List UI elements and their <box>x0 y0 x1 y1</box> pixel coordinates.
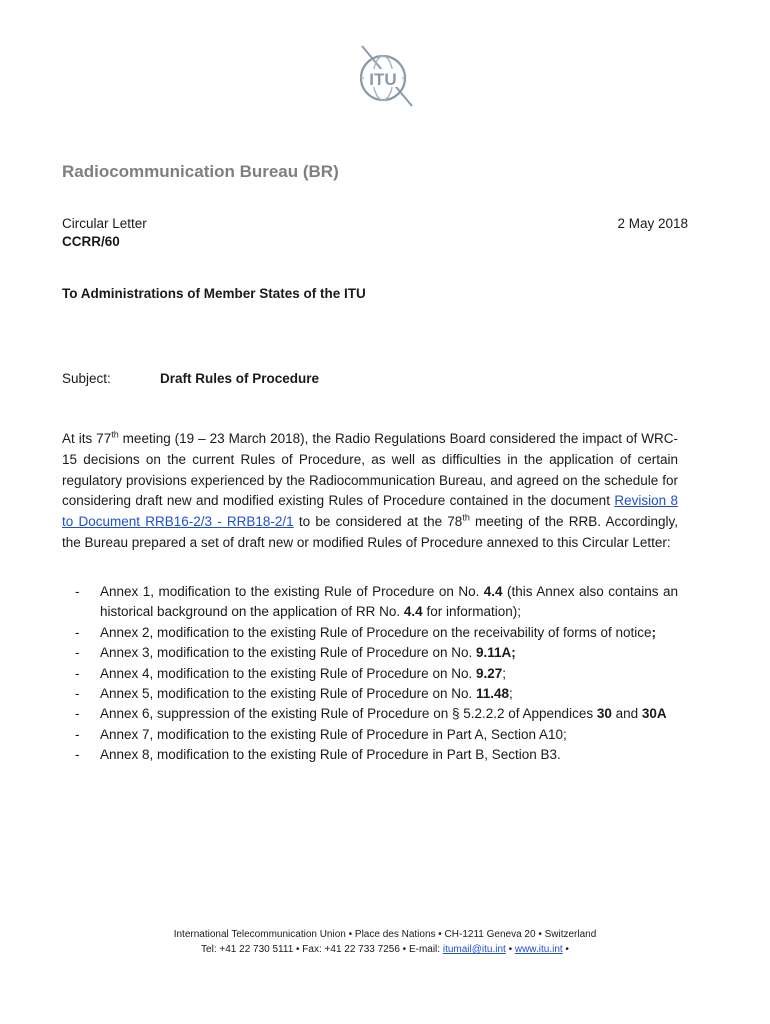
document-link[interactable]: Revision 8 to Document RRB16-2/3 - RRB18-2/1 <box>62 493 679 530</box>
website-link[interactable]: www.itu.int <box>514 944 563 955</box>
body-text-4: meeting of the RRB. Accordingly, the Bureau prepared a set of draft new or modified Rules of Procedure annexed to this Circular Letter: <box>62 514 678 550</box>
list-dash: - <box>75 624 80 640</box>
list-dash: - <box>75 706 80 722</box>
annex-rule-number: 9.27 <box>475 665 503 681</box>
footer-address: International Telecommunication Union • Place des Nations • CH-1211 Geneva 20 • Switzerland <box>173 929 597 940</box>
list-dash: - <box>75 584 80 599</box>
annex-text: Annex 5, modification to the existing Rule of Procedure on No. <box>100 686 476 702</box>
list-dash: - <box>75 747 80 763</box>
list-dash: - <box>75 645 80 661</box>
page-footer <box>0 927 770 957</box>
email-link[interactable]: itumail@itu.int <box>442 944 506 955</box>
list-item <box>62 664 678 684</box>
annex-text: Annex 1, modification to the existing Rule of Procedure on No. <box>100 584 484 599</box>
bureau-title: Radiocommunication Bureau (BR) <box>62 162 339 181</box>
itu-logo-icon <box>348 42 418 112</box>
body-text-3: to be considered at the 78 <box>293 514 463 530</box>
annex-text: ; <box>509 686 513 702</box>
annex-text: Annex 6, suppression of the existing Rule of Procedure on § 5.2.2.2 of Appendices <box>100 706 597 722</box>
list-item <box>62 704 678 724</box>
annex-text: ; <box>502 665 507 681</box>
addressee: To Administrations of Member States of the ITU <box>62 286 366 301</box>
list-item <box>62 623 678 643</box>
annex-text: Annex 8, modification to the existing Rule of Procedure in Part B, Section B3. <box>100 747 561 763</box>
annex-text: and <box>611 706 642 722</box>
footer-contact <box>0 942 770 957</box>
list-dash: - <box>75 686 80 702</box>
list-dash: - <box>75 665 80 681</box>
list-item <box>62 745 678 765</box>
ordinal-suffix-2: th <box>462 512 470 523</box>
annex-text: Annex 2, modification to the existing Rule of Procedure on the receivability of forms of notice <box>100 624 652 640</box>
circular-label: Circular Letter <box>62 216 147 231</box>
body-text-1: At its 77 <box>62 431 112 446</box>
annex-rule-number: 30 <box>596 706 612 722</box>
annex-text: Annex 4, modification to the existing Rule of Procedure on No. <box>100 665 476 681</box>
subject-label: Subject: <box>62 371 111 386</box>
annex-rule-number: 11.48 <box>475 686 510 702</box>
annex-rule-number: ; <box>651 624 657 640</box>
annex-rule-number: 30A <box>641 706 667 722</box>
footer-end: • <box>562 944 569 955</box>
list-item <box>62 725 678 745</box>
list-item <box>62 684 678 704</box>
annex-text: (this Annex also contains an historical background on the application of RR No. <box>100 584 678 620</box>
annex-rule-number: 9.11A; <box>475 645 516 661</box>
list-item <box>62 582 678 623</box>
annex-text: for information); <box>422 604 521 620</box>
ordinal-suffix: th <box>111 429 119 440</box>
annex-list <box>62 582 678 766</box>
annex-text: Annex 3, modification to the existing Rule of Procedure on No. <box>100 645 476 661</box>
body-paragraph <box>62 429 678 554</box>
list-dash: - <box>75 726 80 742</box>
list-item <box>62 643 678 663</box>
footer-phone-fax: Tel: +41 22 730 5111 • Fax: +41 22 733 7256 • E-mail: <box>201 944 443 955</box>
footer-separator: • <box>505 944 515 955</box>
body-text-2: meeting (19 – 23 March 2018), the Radio Regulations Board considered the impact of WRC-15 decisions on the current Rules of Procedure, as well as difficulties in the application of certain regulatory provisions experienced by the Radiocommunication Bureau, and agreed on the schedule for considering draft new and modified existing Rules of Procedure contained in the document <box>62 431 678 509</box>
annex-text: Annex 7, modification to the existing Rule of Procedure in Part A, Section A10; <box>100 726 567 742</box>
circular-reference: CCRR/60 <box>62 234 120 249</box>
subject-text: Draft Rules of Procedure <box>160 371 320 386</box>
logo-text: ITU <box>369 70 397 89</box>
annex-rule-number: 4.4 <box>403 604 423 620</box>
annex-rule-number: 4.4 <box>483 584 503 599</box>
letter-date: 2 May 2018 <box>617 216 688 231</box>
